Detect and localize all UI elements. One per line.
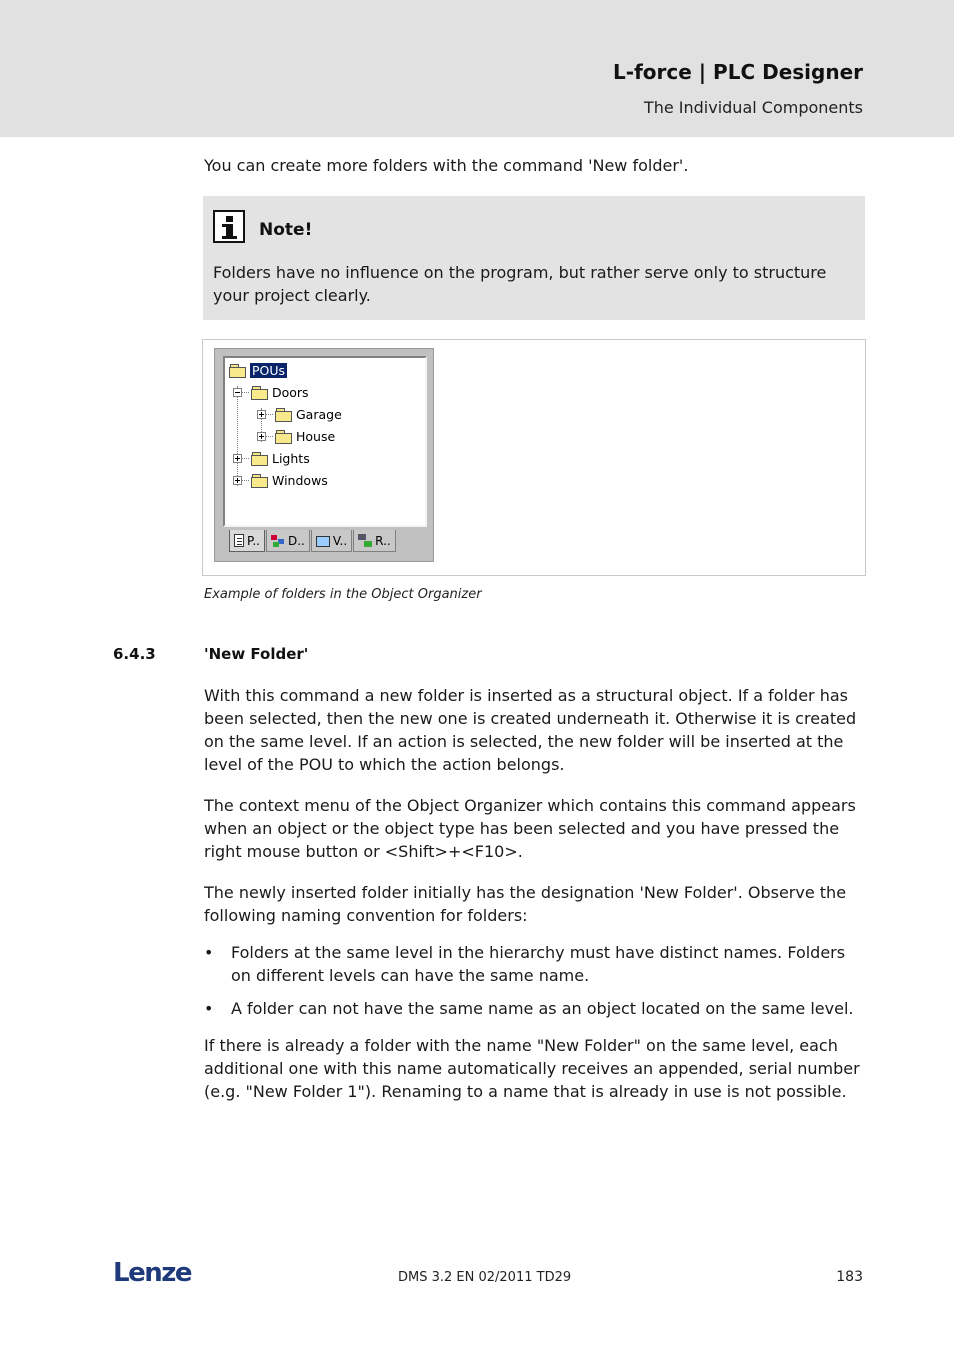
expand-icon[interactable] — [233, 454, 242, 463]
page-number: 183 — [836, 1269, 863, 1285]
open-folder-icon — [251, 386, 268, 399]
expand-icon[interactable] — [257, 432, 266, 441]
section-number: 6.4.3 — [113, 645, 156, 663]
body-paragraph: The context menu of the Object Organizer which contains this command appears when an object or the object type has been selected and you have pressed the right mouse button or <Shift>+<F10>. — [204, 796, 856, 861]
body-paragraph: With this command a new folder is inserted as a structural object. If a folder has been selected, then the new one is created underneath it. Otherwise it is created on the same level. If an action is selected, the new folder will be inserted at the level of the POU to which the action belongs. — [204, 686, 857, 774]
tree-item-label: Windows — [272, 472, 328, 488]
expand-icon[interactable] — [233, 476, 242, 485]
bullet-text: A folder can not have the same name as an object located on the same level. — [231, 999, 854, 1018]
visualization-icon — [316, 536, 330, 547]
bullet-icon: • — [204, 943, 214, 962]
tree-item-windows[interactable] — [233, 470, 328, 490]
folder-icon — [275, 430, 292, 443]
tree-item-root[interactable] — [229, 360, 287, 380]
tab-visualizations[interactable]: V.. — [311, 530, 352, 552]
footer-doc-id: DMS 3.2 EN 02/2011 TD29 — [398, 1270, 572, 1285]
bullet-icon: • — [204, 999, 214, 1018]
note-text: Folders have no influence on the program, but rather serve only to structure your project clearly. — [213, 263, 827, 305]
intro-paragraph: You can create more folders with the command 'New folder'. — [204, 156, 689, 175]
tree-item-doors[interactable] — [233, 382, 309, 402]
document-title: L-force | PLC Designer — [613, 60, 863, 84]
lenze-logo: Lenze — [113, 1258, 191, 1288]
tree-item-lights[interactable] — [233, 448, 310, 468]
object-organizer-window — [214, 348, 434, 562]
object-organizer-tree[interactable] — [223, 356, 427, 527]
resources-icon — [358, 534, 372, 548]
tab-resources[interactable]: R.. — [353, 530, 396, 552]
closing-paragraph: If there is already a folder with the name "New Folder" on the same level, each additional one with this name automatically receives an appended, serial number (e.g. "New Folder 1"). Renaming to a name that is already in use is not possible. — [204, 1036, 860, 1101]
tree-item-label: POUs — [252, 362, 286, 378]
organizer-tab-bar — [229, 530, 397, 554]
folder-icon — [275, 408, 292, 421]
figure-frame — [202, 339, 866, 576]
section-title: 'New Folder' — [204, 645, 309, 663]
expand-icon[interactable] — [257, 410, 266, 419]
figure-caption: Example of folders in the Object Organizer — [204, 587, 482, 602]
note-title: Note! — [259, 220, 313, 240]
body-paragraph: The newly inserted folder initially has the designation 'New Folder'. Observe the following naming convention for folders: — [204, 883, 847, 925]
folder-icon — [251, 452, 268, 465]
tree-item-label: Doors — [272, 384, 309, 400]
tree-item-label: House — [296, 428, 336, 444]
open-folder-icon — [229, 364, 246, 377]
document-subtitle: The Individual Components — [643, 98, 863, 117]
tab-data-types[interactable]: D.. — [266, 530, 310, 552]
folder-icon — [251, 474, 268, 487]
bullet-text: Folders at the same level in the hierarchy must have distinct names. Folders on different levels can have the same name. — [231, 943, 846, 985]
info-icon — [213, 210, 245, 243]
tab-pous[interactable]: P.. — [229, 530, 265, 552]
data-types-icon — [271, 534, 285, 548]
pou-page-icon — [234, 534, 244, 547]
tree-item-garage[interactable] — [257, 404, 342, 424]
tree-item-label: Lights — [272, 450, 310, 466]
tree-item-house[interactable] — [257, 426, 335, 446]
collapse-icon[interactable] — [233, 388, 242, 397]
tree-item-label: Garage — [296, 406, 342, 422]
note-box — [203, 196, 865, 320]
